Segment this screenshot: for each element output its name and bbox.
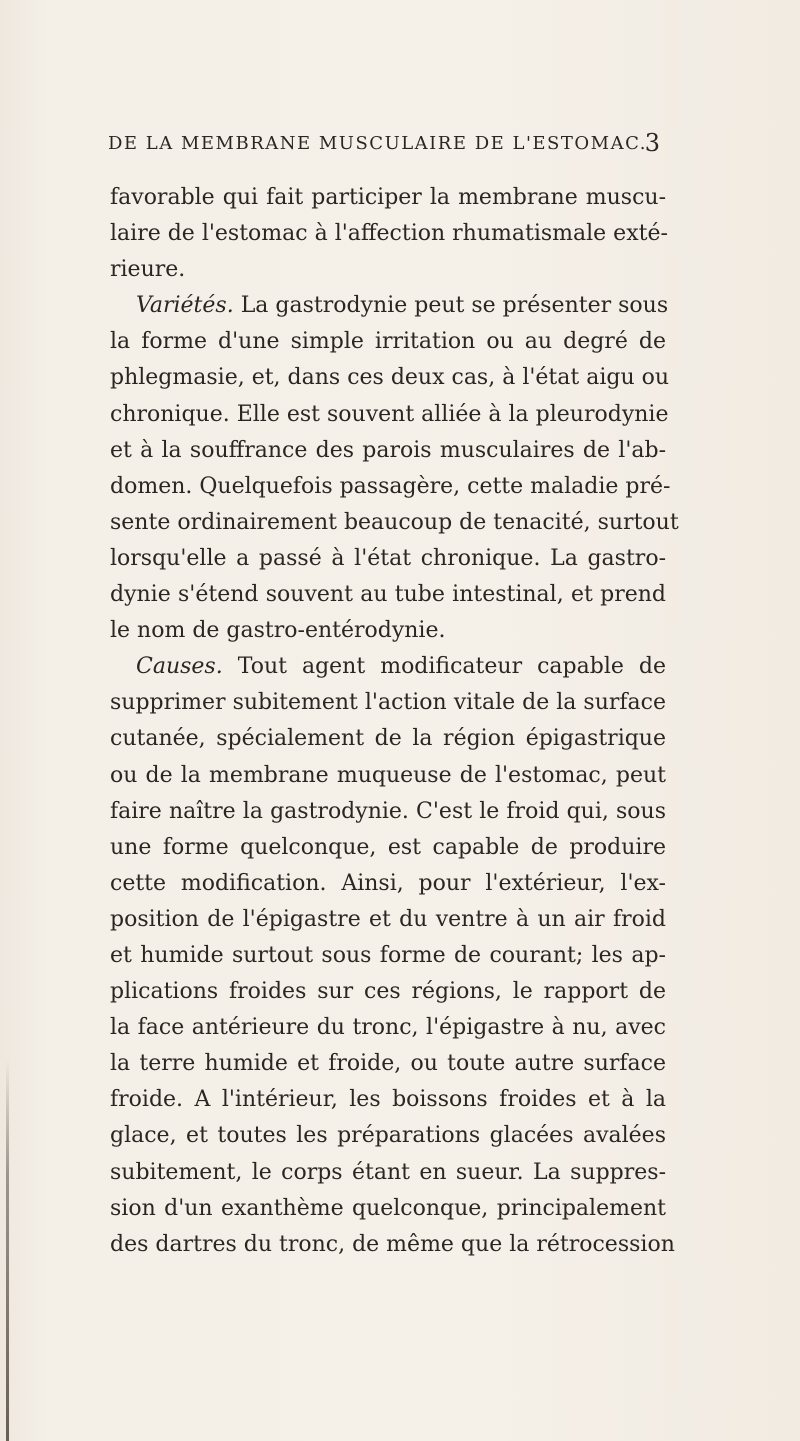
text-line: et humide surtout sous forme de courant; les ap- [110,942,666,968]
text-line: la terre humide et froide, ou toute autre surface [110,1051,666,1077]
text-line: chronique. Elle est souvent alliée à la pleurodynie [110,401,669,427]
text-line: plications froides sur ces régions, le rapport de [110,979,666,1005]
text-line: une forme quelconque, est capable de produire [110,834,666,860]
section-line-varietes: Variétés. La gastrodynie peut se présenter sous [136,293,669,319]
text-line: favorable qui fait participer la membrane muscu- [110,185,666,210]
text-line: la face antérieure du tronc, l'épigastre à nu, avec [110,1015,666,1041]
section-heading-varietes: Variétés. [136,293,234,319]
text-line: supprimer subitement l'action vitale de la surface [110,690,666,716]
text-line: laire de l'estomac à l'affection rhumatismale exté- [110,221,668,247]
text-line: la forme d'une simple irritation ou au degré de [110,329,666,355]
text-line: le nom de gastro-entérodynie. [110,618,446,644]
page-binding-shadow [6,1060,9,1441]
text-line: lorsqu'elle a passé à l'état chronique. La gastro- [110,545,666,571]
text-line: cutanée, spécialement de la région épigastrique [110,726,666,752]
section-line-causes: Causes. Tout agent modificateur capable de [136,654,666,680]
text-line: cette modification. Ainsi, pour l'extérieur, l'ex- [110,870,666,896]
section-heading-causes: Causes. [136,654,223,680]
text-line: rieure. [110,257,186,283]
text-line: phlegmasie, et, dans ces deux cas, à l'état aigu ou [110,365,670,391]
text-line: faire naître la gastrodynie. C'est le froid qui, sous [110,798,666,824]
text-line: position de l'épigastre et du ventre à un air froid [110,906,666,932]
text-line: des dartres du tronc, de même que la rétrocession [110,1231,675,1257]
body-text [110,180,679,1263]
text-line: sion d'un exanthème quelconque, principalement [110,1195,666,1221]
text-line: et à la souffrance des parois musculaires de l'ab- [110,437,666,463]
text-line: dynie s'étend souvent au tube intestinal, et prend [110,582,666,608]
running-header [108,129,660,163]
page-number: 3 [644,129,660,157]
text-line: subitement, le corps étant en sueur. La suppres- [110,1159,666,1185]
text-line: ou de la membrane muqueuse de l'estomac, peut [110,762,666,788]
running-title: DE LA MEMBRANE MUSCULAIRE DE L'ESTOMAC. [108,133,647,154]
text-line: domen. Quelquefois passagère, cette maladie pré- [110,473,671,499]
text-line: sente ordinairement beaucoup de tenacité, surtout [110,509,679,535]
text-line: froide. A l'intérieur, les boissons froides et à la [110,1087,666,1113]
text-line: glace, et toutes les préparations glacées avalées [110,1123,666,1149]
